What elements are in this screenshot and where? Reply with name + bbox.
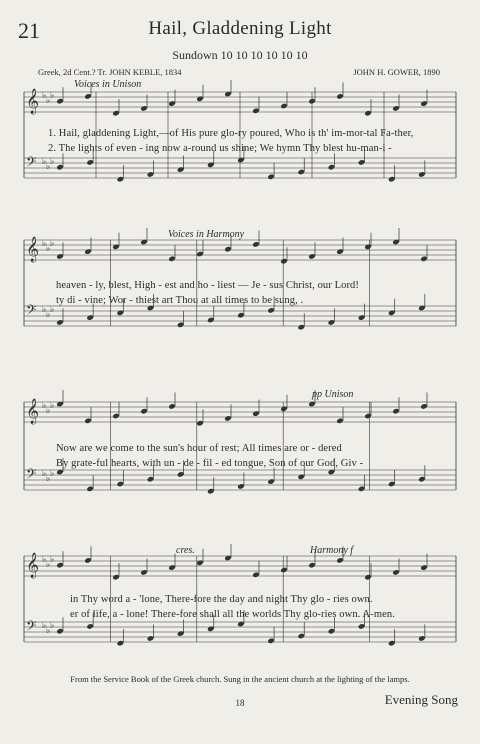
- lyric-system4-verse2: er of life, a - lone! There-fore shall all the worlds Thy glo-ries own. A-men.: [70, 609, 395, 620]
- section-title: Evening Song: [384, 692, 458, 707]
- bass-clef-icon: 𝄢: [26, 154, 37, 173]
- bass-clef-icon: 𝄢: [26, 302, 37, 321]
- treble-clef-icon: 𝄞: [26, 89, 40, 114]
- flat-icon: ♭: [42, 621, 47, 631]
- flat-icon: ♭: [42, 91, 47, 101]
- flat-icon: ♭: [42, 469, 47, 479]
- music-credit: JOHN H. GOWER, 1890: [353, 67, 440, 77]
- treble-clef-icon: 𝄞: [26, 399, 40, 424]
- flat-icon: ♭: [46, 560, 51, 570]
- flat-icon: ♭: [46, 96, 51, 106]
- flat-icon: ♭: [50, 401, 55, 411]
- lyric-system4-verse1: in Thy word a - 'lone, There-fore the day and night Thy glo - ries own.: [70, 594, 373, 605]
- flat-icon: ♭: [50, 239, 55, 249]
- treble-clef-icon: 𝄞: [26, 237, 40, 262]
- direction-voices-unison: Voices in Unison: [74, 79, 142, 90]
- bass-clef-icon: 𝄢: [26, 618, 37, 637]
- flat-icon: ♭: [46, 626, 51, 636]
- flat-icon: ♭: [42, 157, 47, 167]
- lyric-system3-verse2: By grate-ful hearts, with un - de - fil - ed tongue, Son of our God, Giv -: [56, 458, 364, 469]
- treble-clef-icon: 𝄞: [26, 553, 40, 578]
- lyric-system2-verse2: ty di - vine; Wor - thiest art Thou at all times to be sung, .: [56, 295, 304, 306]
- lyric-system3-verse1: Now are we come to the sun's hour of rest; All times are or - dered: [56, 443, 342, 454]
- text-credit: Greek, 2d Cent.? Tr. JOHN KEBLE, 1834: [38, 67, 182, 77]
- flat-icon: ♭: [42, 239, 47, 249]
- direction-pp-unison: pp Unison: [312, 389, 354, 400]
- footer-note: From the Service Book of the Greek church. Sung in the ancient church at the lighting of the lamps.: [70, 674, 410, 684]
- page-number: 18: [235, 698, 245, 708]
- flat-icon: ♭: [50, 555, 55, 565]
- direction-harmony-f: Harmony f: [310, 545, 354, 556]
- lyric-system2-verse1: heaven - ly, blest, High - est and ho - liest — Je - sus Christ, our Lord!: [56, 280, 359, 291]
- tune-name-meter: Sundown 10 10 10 10 10 10: [172, 48, 308, 62]
- flat-icon: ♭: [42, 305, 47, 315]
- flat-icon: ♭: [46, 310, 51, 320]
- flat-icon: ♭: [46, 474, 51, 484]
- lyric-system1-verse1: 1. Hail, gladdening Light,—of His pure glo-ry poured, Who is th' im-mor-tal Fa-ther,: [48, 128, 414, 139]
- flat-icon: ♭: [46, 406, 51, 416]
- lyric-system1-verse2: 2. The lights of even - ing now a-round us shine; We hymn Thy blest hu-man-i -: [48, 143, 392, 154]
- hymn-number: 21: [18, 18, 40, 43]
- flat-icon: ♭: [50, 305, 55, 315]
- hymn-title: Hail, Gladdening Light: [148, 18, 332, 39]
- direction-voices-harmony: Voices in Harmony: [168, 229, 245, 240]
- direction-cres: cres.: [176, 545, 195, 556]
- bass-clef-icon: 𝄢: [26, 466, 37, 485]
- flat-icon: ♭: [50, 621, 55, 631]
- flat-icon: ♭: [46, 244, 51, 254]
- flat-icon: ♭: [50, 469, 55, 479]
- flat-icon: ♭: [50, 91, 55, 101]
- flat-icon: ♭: [42, 401, 47, 411]
- flat-icon: ♭: [50, 157, 55, 167]
- flat-icon: ♭: [46, 162, 51, 172]
- flat-icon: ♭: [42, 555, 47, 565]
